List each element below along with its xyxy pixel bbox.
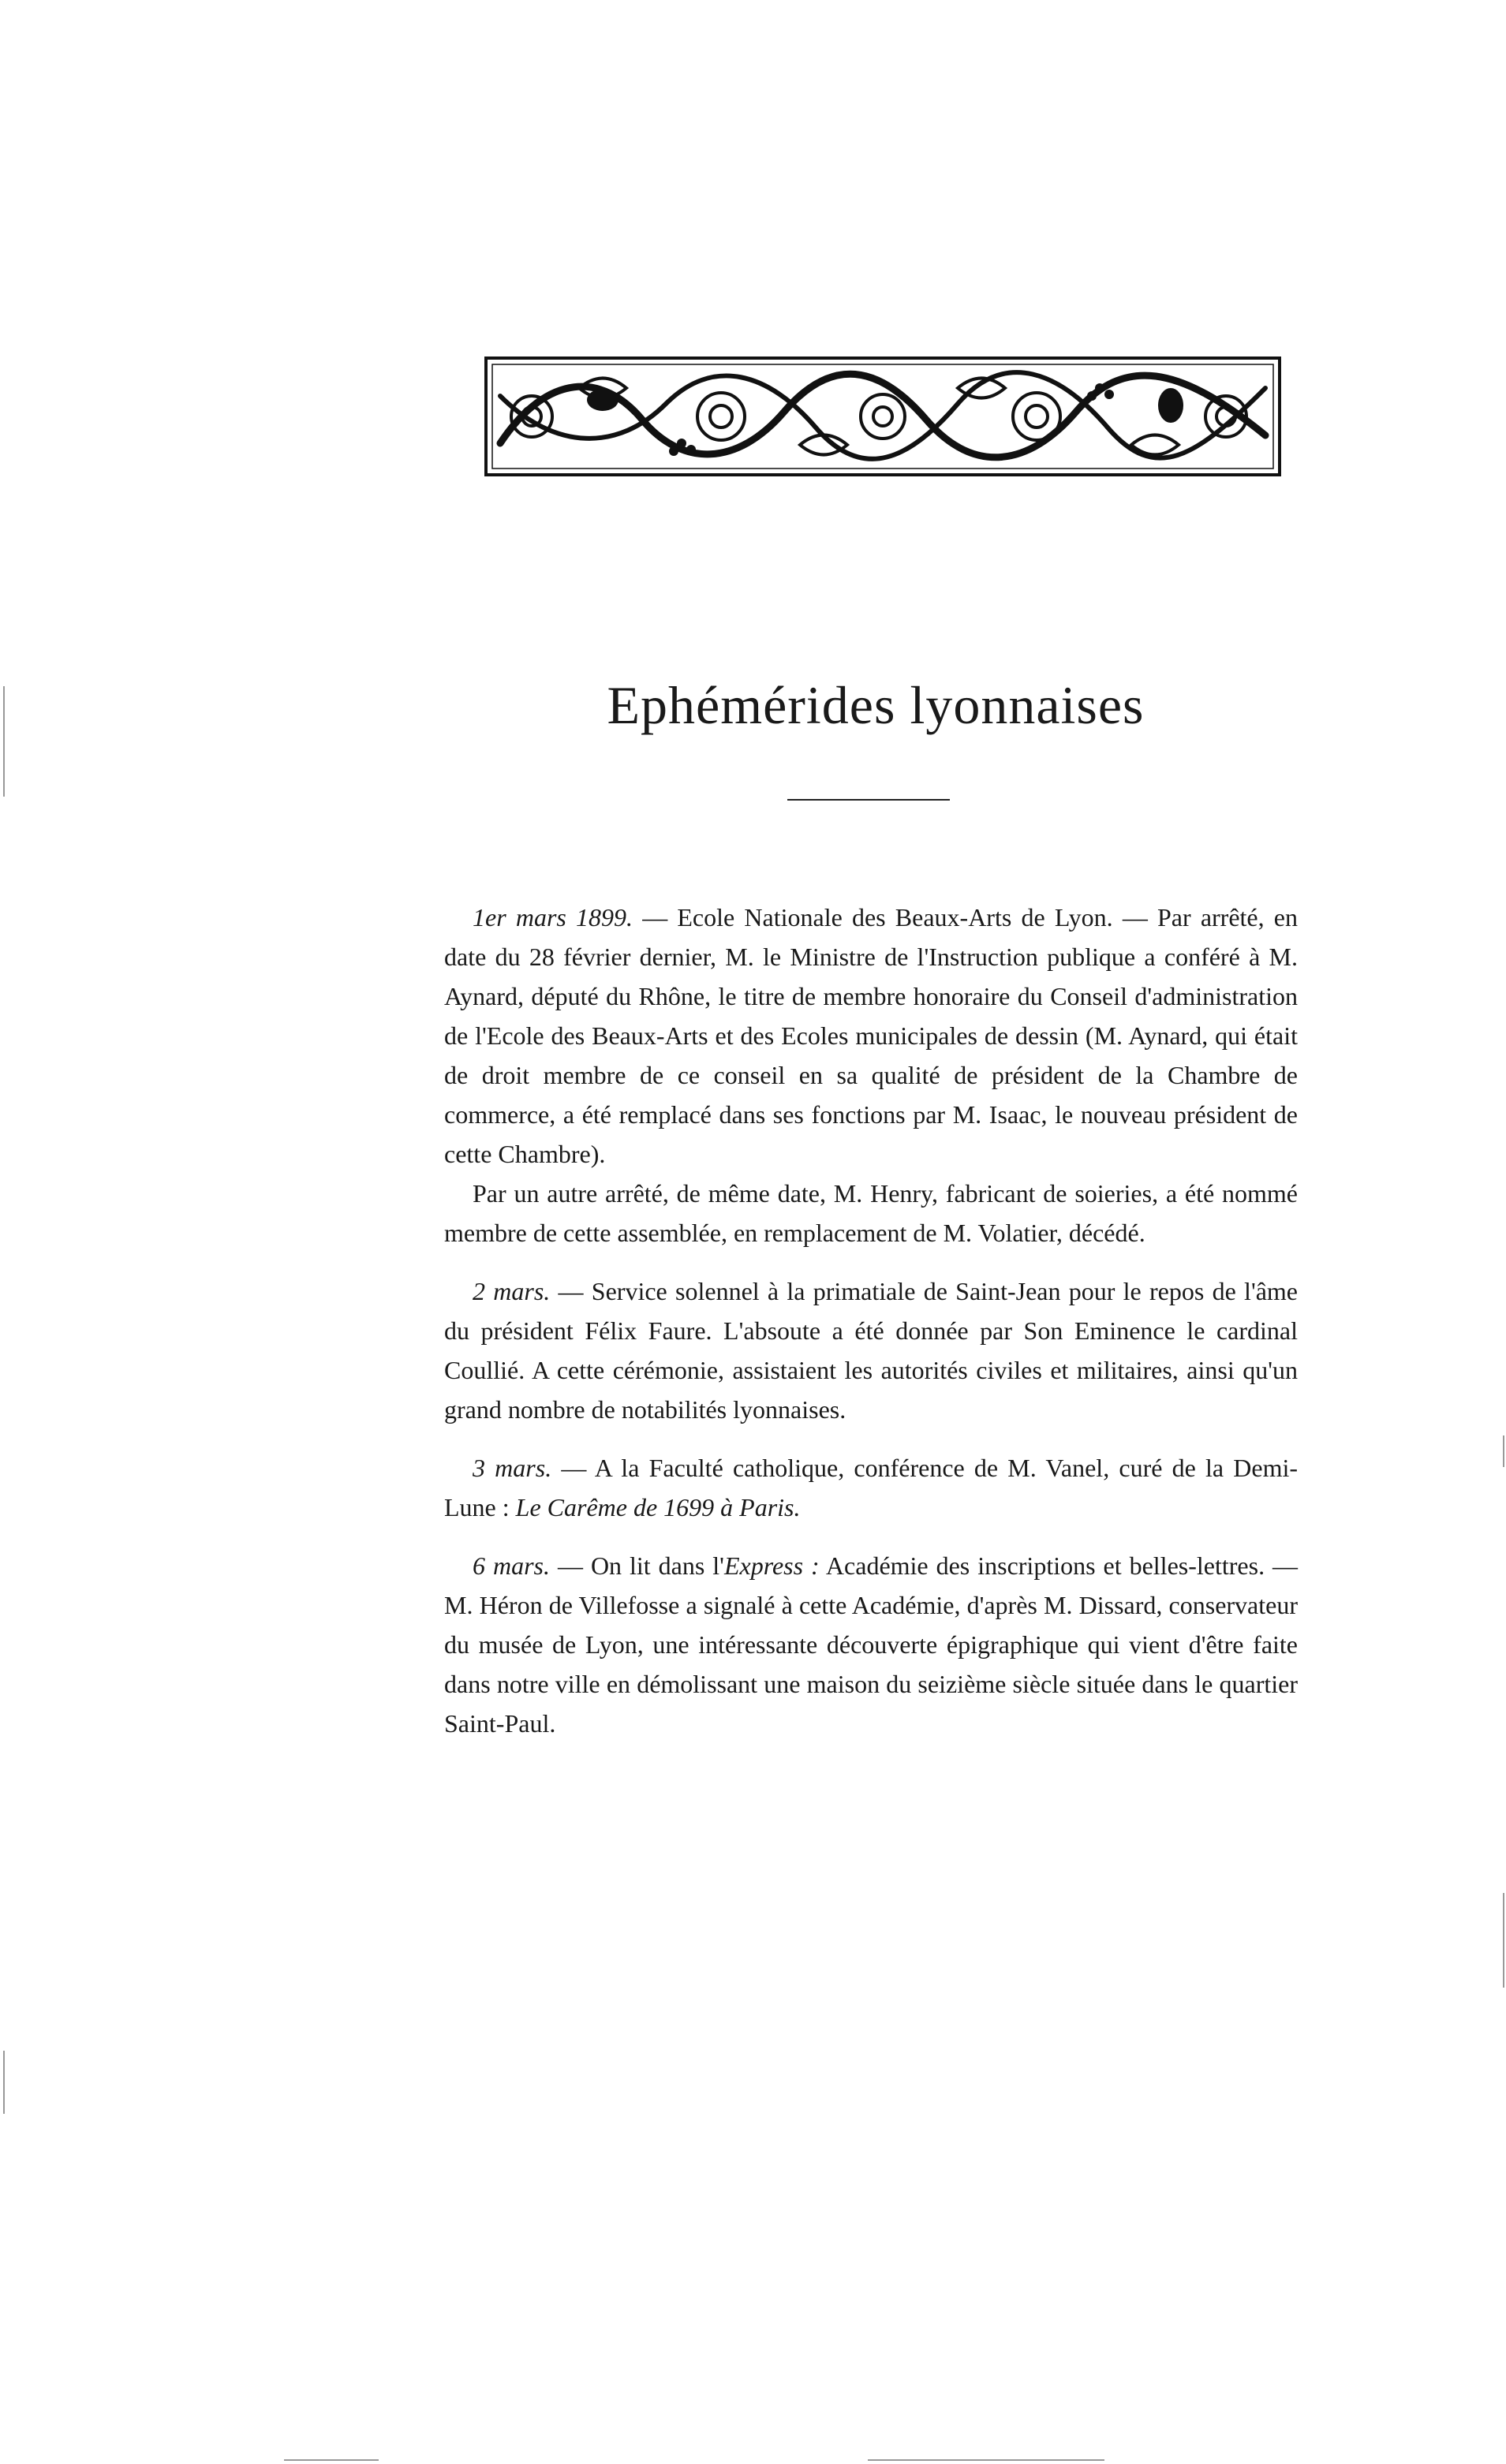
entry-date: 1er mars 1899.	[473, 903, 633, 931]
scan-edge-mark	[3, 2051, 5, 2114]
entry-1er-mars-continuation	[444, 1174, 1298, 1253]
title-divider	[787, 799, 950, 801]
scan-edge-mark	[1503, 1435, 1504, 1467]
entry-text: — Service solennel à la primatiale de Saint-Jean pour le repos de l'âme du président Félix Faure. L'absoute a été donnée par Son Eminence le cardinal Coullié. A cette cérémonie, assistaient les autorités civiles et militaires, ainsi qu'un grand nombre de notabilités lyonnaises.	[444, 1277, 1299, 1424]
entry-italic-title: Le Carême de 1699 à Paris.	[515, 1493, 801, 1521]
scan-edge-mark	[284, 2459, 379, 2461]
entry-1er-mars	[444, 898, 1298, 1174]
entry-text: — On lit dans l'	[550, 1551, 724, 1580]
scan-edge-mark	[868, 2459, 1104, 2461]
entry-2-mars	[444, 1271, 1298, 1429]
entry-3-mars	[444, 1448, 1298, 1527]
floral-ornament-icon	[484, 357, 1281, 476]
page-title: Ephémérides lyonnaises	[607, 675, 1145, 735]
scan-edge-mark	[3, 686, 5, 797]
scan-edge-mark	[1503, 1893, 1504, 1988]
ephemerides-body	[444, 898, 1298, 1743]
entry-date: 3 mars.	[473, 1454, 552, 1482]
entry-date: 6 mars.	[473, 1551, 550, 1580]
entry-text: — A la Faculté catholique, conférence de M. Vanel, curé de la Demi-Lune :	[444, 1454, 1299, 1521]
entry-6-mars	[444, 1546, 1298, 1743]
entry-date: 2 mars.	[473, 1277, 551, 1305]
entry-text: Académie des inscriptions et belles-lettres. — M. Héron de Villefosse a signalé à cette Académie, d'après M. Dissard, conservateur du musée de Lyon, une intéressante découverte épigraphique qui vient d'être faite dans notre ville en démolissant une maison du seizième siècle située dans le quartier Saint-Paul.	[444, 1551, 1299, 1738]
ornamental-headpiece	[484, 357, 1281, 476]
entry-italic-source: Express :	[723, 1551, 820, 1580]
entry-text: — Ecole Nationale des Beaux-Arts de Lyon. — Par arrêté, en date du 28 février dernier, M. le Ministre de l'Instruction publique a conféré à M. Aynard, député du Rhône, le titre de membre honoraire du Conseil d'administration de l'Ecole des Beaux-Arts et des Ecoles municipales de dessin (M. Aynard, qui était de droit membre de ce conseil en sa qualité de président de la Chambre de commerce, a été remplacé dans ses fonctions par M. Isaac, le nouveau président de cette Chambre).	[444, 903, 1299, 1168]
entry-text: Par un autre arrêté, de même date, M. Henry, fabricant de soieries, a été nommé membre de cette assemblée, en remplacement de M. Volatier, décédé.	[444, 1179, 1298, 1247]
